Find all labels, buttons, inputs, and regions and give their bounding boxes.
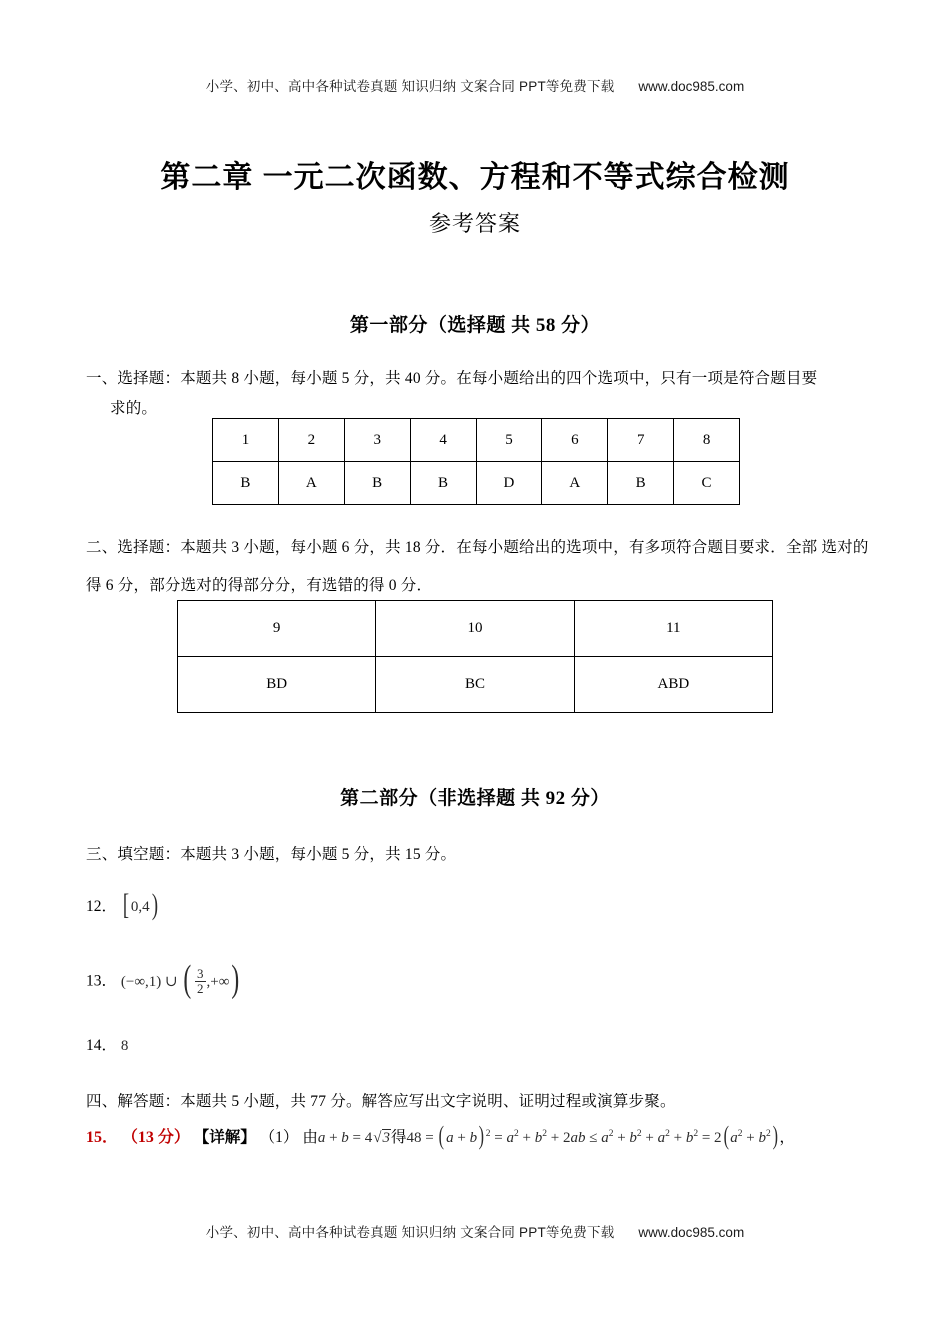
document-title: 第二章 一元二次函数、方程和不等式综合检测 — [160, 161, 790, 194]
multi-choice-answer-table — [177, 600, 773, 713]
table-row-question-numbers — [178, 601, 773, 657]
table-cell-number: 6 — [542, 419, 608, 462]
table-cell-answer: BD — [178, 657, 376, 713]
fill-in-answer-13 — [86, 957, 242, 1000]
item-15-trailing-punct: ， — [779, 1129, 795, 1146]
fill-in-answer-12 — [86, 888, 160, 921]
table-cell-answer: B — [608, 462, 674, 505]
table-cell-number: 8 — [674, 419, 740, 462]
running-footer-promo: 小学、初中、高中各种试卷真题 知识归纳 文案合同 PPT等免费下载 — [205, 1225, 615, 1240]
part-two-heading: 第二部分（非选择题 共 92 分） — [340, 788, 610, 809]
item-15-score: （13 分） — [121, 1129, 190, 1146]
fill-in-answer-expression: 8 — [120, 1038, 129, 1054]
running-header-promo: 小学、初中、高中各种试卷真题 知识归纳 文案合同 PPT等免费下载 — [205, 79, 615, 94]
section-one-line1: 一、选择题：本题共 8 小题，每小题 5 分，共 40 分。在每小题给出的四个选项中，只有一项是符合题目要 — [86, 370, 818, 387]
running-footer-site: www.doc985.com — [638, 1225, 745, 1240]
table-row-question-numbers — [213, 419, 740, 462]
part-one-heading: 第一部分（选择题 共 58 分） — [349, 315, 601, 336]
fill-in-answer-expression: [ 0,4) — [122, 888, 158, 921]
running-footer — [0, 1221, 950, 1241]
solution-item-15 — [86, 1121, 886, 1150]
table-cell-answer: B — [344, 462, 410, 505]
table-row-answers — [213, 462, 740, 505]
table-cell-answer: B — [410, 462, 476, 505]
fill-in-number: 14． — [86, 1037, 118, 1054]
table-cell-answer: A — [542, 462, 608, 505]
table-cell-answer: BC — [376, 657, 574, 713]
table-cell-answer: A — [278, 462, 344, 505]
table-cell-number: 11 — [574, 601, 772, 657]
section-one-line2: 求的。 — [110, 400, 158, 417]
table-row-answers — [178, 657, 773, 713]
table-cell-number: 1 — [213, 419, 279, 462]
section-three-instructions: 三、填空题：本题共 3 小题，每小题 5 分，共 15 分。 — [86, 846, 457, 863]
item-15-connector-text: 得 — [391, 1129, 407, 1146]
fill-in-number: 12． — [86, 898, 118, 915]
section-four-instructions: 四、解答题：本题共 5 小题，共 77 分。解答应写出文字说明、证明过程或演算步聚。 — [86, 1093, 676, 1110]
item-15-number: 15． — [86, 1129, 119, 1146]
document-subtitle: 参考答案 — [428, 211, 521, 236]
section-one-instructions — [86, 364, 874, 424]
table-cell-number: 10 — [376, 601, 574, 657]
table-cell-answer: C — [674, 462, 740, 505]
table-cell-answer: ABD — [574, 657, 772, 713]
fill-in-answer-14 — [86, 1033, 128, 1055]
item-15-tag: 【详解】 — [193, 1129, 256, 1146]
section-two-line1: 二、选择题：本题共 3 小题，每小题 6 分，共 18 分．在每小题给出的选项中，有多项符合题目要求．全部 — [86, 539, 818, 556]
item-15-lead-text: 由 — [302, 1129, 318, 1146]
item-15-given-expression: a + b = 4√3 — [317, 1130, 390, 1146]
table-cell-number: 9 — [178, 601, 376, 657]
item-15-sub-number: （1） — [259, 1129, 299, 1146]
table-cell-number: 7 — [608, 419, 674, 462]
fill-in-number: 13． — [86, 972, 118, 990]
section-two-instructions — [86, 529, 876, 605]
table-cell-number: 4 — [410, 419, 476, 462]
table-cell-number: 2 — [278, 419, 344, 462]
table-cell-number: 3 — [344, 419, 410, 462]
table-cell-number: 5 — [476, 419, 542, 462]
single-choice-answer-table — [212, 418, 740, 505]
running-header-site: www.doc985.com — [638, 79, 745, 94]
fill-in-answer-expression: (−∞,1) ∪ ( $\frac{3}{2}$ ,+∞) — [120, 957, 240, 1000]
item-15-derivation-expression: 48 = ( a + b) $^2 = a^2 + b^2 + 2ab \le a^2 + b^2 + a^2 + b^2 = 2$( $a^2 + b^2$) — [406, 1121, 778, 1150]
table-cell-answer: B — [213, 462, 279, 505]
table-cell-answer: D — [476, 462, 542, 505]
running-header — [0, 75, 950, 95]
section-two-line2: 选对的得 6 分，部分选对的得部分分，有选错的得 0 分． — [86, 539, 869, 594]
